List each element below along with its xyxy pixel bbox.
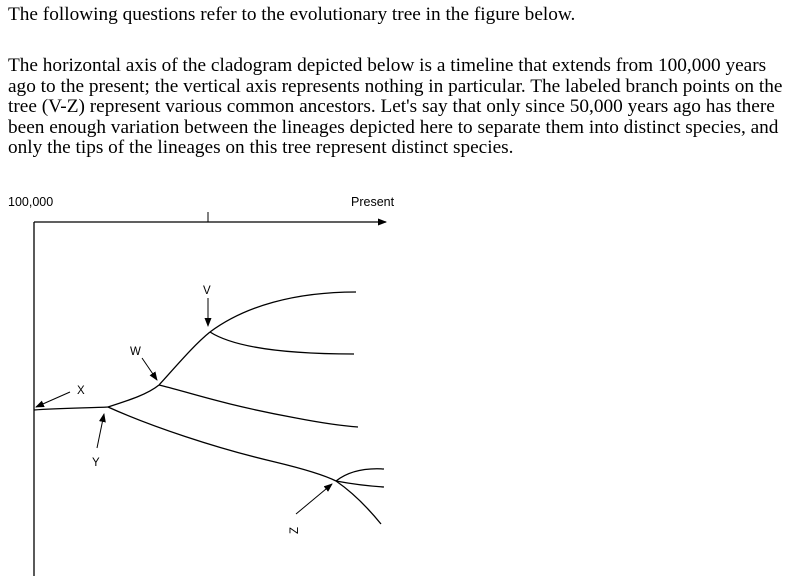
x-pointer-arrow xyxy=(36,392,70,407)
tree-branches xyxy=(34,292,384,524)
w-pointer-arrow xyxy=(142,358,157,380)
node-label-x: X xyxy=(77,385,85,397)
lineage-z-upper xyxy=(336,469,384,481)
y-pointer-arrow xyxy=(97,414,104,448)
root-lineage xyxy=(34,407,108,410)
node-label-z: Z xyxy=(289,526,301,534)
z-pointer-arrow xyxy=(296,484,332,514)
cladogram-svg xyxy=(0,186,800,576)
branch-y-to-w xyxy=(108,385,159,407)
lineage-v-upper xyxy=(210,292,356,332)
question-description: The horizontal axis of the cladogram depicted below is a timeline that extends from 100,000 years ago to the present; the vertical axis represents nothing in particular. The labeled branch points on the tree (V-Z) represent various common ancestors. Let's say that only since 50,000 years ago has there been enough variation between the lineages depicted here to separate them into distinct species, and only the tips of the lineages on this tree represent distinct species. xyxy=(8,55,783,159)
lineage-v-lower xyxy=(210,332,354,354)
axis-start-label: 100,000 xyxy=(8,195,54,209)
axis-end-label: Present xyxy=(351,195,395,209)
lineage-w-lower xyxy=(159,385,358,427)
branch-y-to-z xyxy=(108,407,336,481)
branch-w-to-v xyxy=(159,332,210,385)
cladogram-figure xyxy=(0,186,800,576)
node-label-y: Y xyxy=(92,457,100,469)
lineage-z-lower xyxy=(336,481,381,524)
question-intro: The following questions refer to the evolutionary tree in the figure below. xyxy=(8,4,576,25)
node-label-w: W xyxy=(130,346,141,358)
node-label-v: V xyxy=(203,285,211,297)
